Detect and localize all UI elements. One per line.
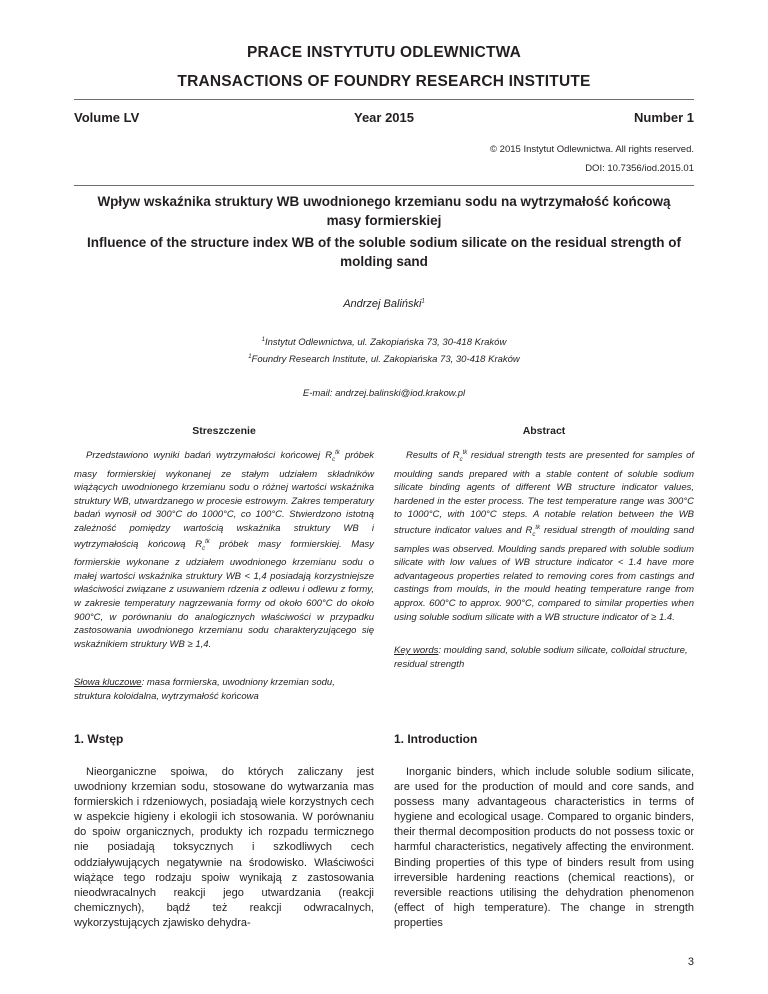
abstract-heading: Abstract <box>522 425 566 437</box>
journal-title-pl: PRACE INSTYTUTU ODLEWNICTWA <box>246 44 522 61</box>
journal-title-en: TRANSACTIONS OF FOUNDRY RESEARCH INSTITUTE <box>177 73 591 90</box>
keywords-pl <box>74 676 374 703</box>
keywords-pl-label: Słowa kluczowe <box>74 677 142 688</box>
keywords-en-label: Key words <box>394 645 439 656</box>
streszczenie-part: Przedstawiono wyniki badań wytrzymałości końcowej R <box>86 450 333 462</box>
intro-text-pl: Nieorganiczne spoiwa, do których zaliczany jest uwodniony krzemian sodu, stosowane do wytwarzania mas formierskich i rdzeniowych, posiadają wiele korzystnych cech w aspekcie higieny i ekologii ich stosowania. W porównaniu do spoiw organicznych, produkty ich rozpadu termicznego nie posiadają toksycznych i szkodliwych cech oddziaływujących negatywnie na środowisko. Właściwości wiążące tego rodzaju spoiw wynikają z zastosowania nieodwracalnych reakcji jego utwardzania (reakcji chemicznych), bądź też reakcji odwracalnych, wykorzystujących zjawisko dehydra- <box>74 766 374 929</box>
abstract-part: residual strength of moulding sand samples was observed. Moulding sands prepared with soluble sodium silicate with low values of WB structure indicator < 1.4 have more advantageous properties related to removing cores from castings and castings from moulds, in the mould heating temperature range from approx. 600°C to approx. 900°C, compared to similar properties when using soluble sodium silicate with a WB structure indicator of ≥ 1.4. <box>394 525 694 623</box>
intro-text-en: Inorganic binders, which include soluble sodium silicate, are used for the production of mould and core sands, and possess many advantageous characteristics in terms of hygiene and ecological usage. Compared to organic binders, their thermal decomposition products do not possess toxic or harmful characteristics, negatively affecting the environment. Binding properties of this type of binders result from using irreversible hardening reactions (chemical reactions), or reversible reactions utilising the dehydration phenomenon (effect of high temperature). The change in strength properties <box>394 766 694 929</box>
keywords-en <box>394 644 694 671</box>
abstract-part: Results of R <box>406 450 460 462</box>
superscript: tk <box>535 525 541 532</box>
copyright-notice: © 2015 Instytut Odlewnictwa. All rights reserved. <box>490 144 694 155</box>
doi: DOI: 10.7356/iod.2015.01 <box>585 163 694 174</box>
streszczenie-heading: Streszczenie <box>192 425 256 437</box>
author-email: E-mail: andrzej.balinski@iod.krakow.pl <box>302 388 466 399</box>
header-rule <box>74 99 694 100</box>
keywords-en-text: : moulding sand, soluble sodium silicate, colloidal structure, residual strength <box>394 645 688 670</box>
streszczenie-part: próbek masy formierskiej wykonanej ze stałym udziałem składników wiążących uwodnionego krzemianu sodu o różnej wartości wskaźnika struktury WB, utwardzanego w procesie estrowym. Zakres temperatury badań wynosił od 300°C do 1000°C, co 100°C. Stwierdzono istotną zależność pomiędzy wartością wskaźnika struktury WB i wytrzymałością końcową R <box>74 450 374 550</box>
subscript: c <box>532 532 536 539</box>
doi-rule <box>74 185 694 186</box>
affiliation-en <box>0 354 768 365</box>
intro-heading-pl: 1. Wstęp <box>74 732 124 746</box>
superscript: tk <box>335 450 340 456</box>
subscript: c <box>459 457 463 464</box>
author <box>0 298 768 310</box>
subscript: c <box>202 545 206 552</box>
keywords-pl-text: : masa formierska, uwodniony krzemian sodu, struktura koloidalna, wytrzymałość końcowa <box>74 677 335 702</box>
streszczenie-text <box>74 447 374 651</box>
article-title-pl: Wpływ wskaźnika struktury WB uwodnionego krzemianu sodu na wytrzymałość końcową masy formierskiej <box>97 194 671 228</box>
subscript: c <box>332 457 336 464</box>
affiliation-pl-text: Instytut Odlewnictwa, ul. Zakopiańska 73, 30-418 Kraków <box>265 337 507 349</box>
affiliation-en-text: Foundry Research Institute, ul. Zakopiańska 73, 30-418 Kraków <box>251 354 520 366</box>
streszczenie-part: próbek masy formierskiej. Masy formierskie wykonane z udziałem uwodnionego krzemianu sodu o małej wartości wskaźnika struktury WB < 1,4 posiadają korzystniejsze właściwości związane z usuwaniem rdzenia z odlewu i odlewu z formy, w zakresie temperatury nagrzewania formy od około 600°C do około 900°C, w porównaniu do analogicznych właściwości w przypadku zastosowania uwodnionego krzemianu sodu charakteryzującego się wskaźnikiem struktury WB ≥ 1,4. <box>74 538 374 650</box>
superscript: tk <box>205 538 210 545</box>
intro-heading-en: 1. Introduction <box>394 732 478 746</box>
volume-label: Volume LV <box>74 110 140 125</box>
number-label: Number 1 <box>634 110 694 125</box>
author-mark: 1 <box>421 298 425 305</box>
abstract-text <box>394 447 694 624</box>
year-label: Year 2015 <box>353 110 414 125</box>
superscript: tk <box>462 450 468 456</box>
affiliation-pl <box>0 337 768 348</box>
page-number: 3 <box>687 956 694 968</box>
affiliation-mark: 1 <box>261 337 265 343</box>
article-title-en: Influence of the structure index WB of the soluble sodium silicate on the residual strength of molding sand <box>86 235 682 269</box>
affiliation-mark: 1 <box>248 354 252 360</box>
author-name: Andrzej Baliński <box>343 298 422 310</box>
abstract-part: residual strength tests are presented for samples of moulding sands prepared with a stable content of soluble sodium silicate binding agents of different WB structure indicator values, hardened in the ester process. The test temperature range was 300°C to 1000°C, with 100°C steps. A notable relation between the WB structure indicator values and R <box>394 450 695 537</box>
